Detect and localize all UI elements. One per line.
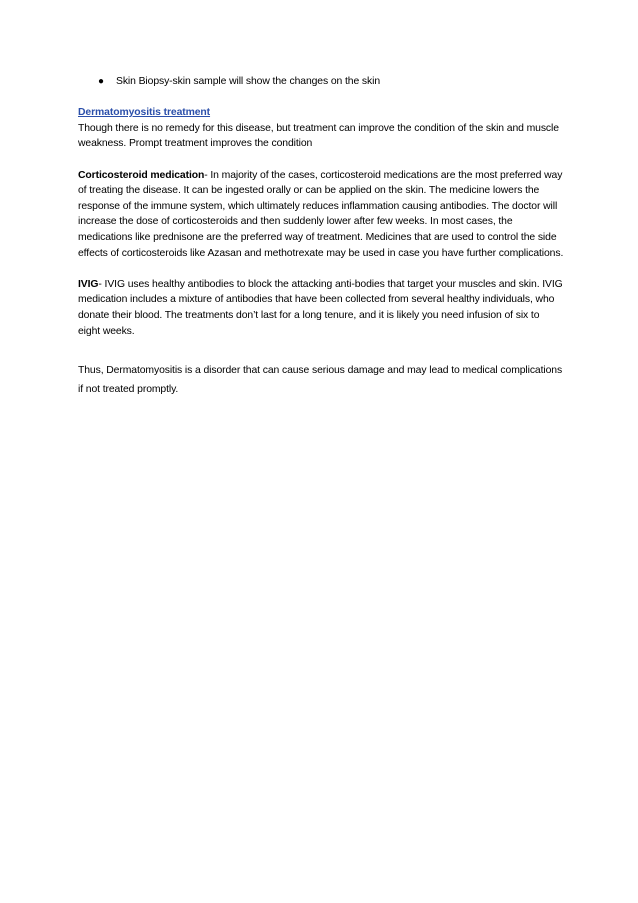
- bullet-dot-icon: ●: [98, 76, 104, 87]
- ivig-label: IVIG: [78, 278, 99, 290]
- document-body: [78, 74, 564, 399]
- ivig-section: [78, 277, 564, 339]
- treatment-heading-link[interactable]: Dermatomyositis treatment: [78, 107, 211, 119]
- treatment-intro-paragraph: Though there is no remedy for this disease, but treatment can improve the condition of the skin and muscle weakness. Prompt treatment improves the condition: [78, 122, 559, 150]
- bullet-item-skin-biopsy: [78, 74, 564, 90]
- ivig-paragraph: [78, 277, 564, 339]
- corticosteroid-label: Corticosteroid medication: [78, 169, 205, 181]
- treatment-section: [78, 105, 564, 152]
- closing-paragraph: Thus, Dermatomyositis is a disorder that can cause serious damage and may lead to medical complications if not treated promptly.: [78, 365, 563, 396]
- corticosteroid-text: - In majority of the cases, corticosteroid medications are the most preferred way of treating the disease. It can be ingested orally or can be applied on the skin. The medicine lowers the response of the immune system, which ultimately reduces inflammation causing antibodies. The doctor will increase the dose of corticosteroids and then suddenly lower after few weeks. In most cases, the medications like prednisone are the preferred way of treatment. Medicines that are used to control the side effects of corticosteroids like Azasan and methotrexate may be used in case you have further complications.: [78, 169, 564, 259]
- bullet-text: Skin Biopsy-skin sample will show the changes on the skin: [116, 76, 381, 87]
- corticosteroid-paragraph: [78, 168, 564, 262]
- ivig-text: - IVIG uses healthy antibodies to block the attacking anti-bodies that target your muscles and skin. IVIG medication includes a mixture of antibodies that have been collected from several healthy individuals, who donate their blood. The treatments don’t last for a long tenure, and it is likely you need infusion of six to eight weeks.: [78, 278, 563, 337]
- corticosteroid-section: [78, 168, 564, 262]
